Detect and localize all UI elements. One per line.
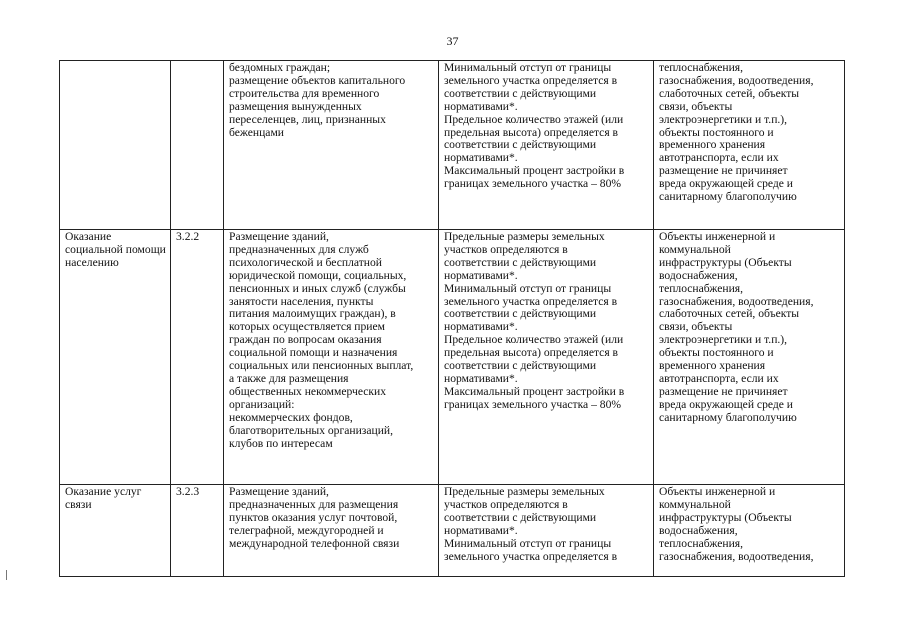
- description-line: международной телефонной связи: [229, 536, 400, 550]
- description-line: строительства для временного: [229, 86, 380, 100]
- description-line: граждан по вопросам оказания: [229, 333, 382, 347]
- auxiliary-line: теплоснабжения,: [659, 536, 744, 550]
- auxiliary-line: размещение не причиняет: [659, 384, 788, 398]
- description-line: которых осуществляется прием: [229, 320, 385, 334]
- parameters-line: Предельное количество этажей (или: [444, 112, 624, 126]
- description-line: некоммерческих фондов,: [229, 410, 353, 424]
- description-cell: [224, 230, 439, 485]
- auxiliary-line: инфраструктуры (Объекты: [659, 255, 792, 269]
- parameters-line: границах земельного участка – 80%: [444, 397, 622, 411]
- parameters-line: Предельное количество этажей (или: [444, 333, 624, 347]
- auxiliary-line: временного хранения: [659, 359, 766, 373]
- description-line: беженцами: [229, 125, 284, 139]
- auxiliary-cell: [654, 61, 845, 230]
- description-line: занятости населения, пункты: [229, 294, 374, 308]
- description-line: Размещение зданий,: [229, 485, 329, 498]
- use-name-cell: [60, 230, 171, 485]
- parameters-line: участков определяются в: [444, 497, 568, 511]
- parameters-line: Предельные размеры земельных: [444, 230, 605, 243]
- description-line: психологической и бесплатной: [229, 255, 382, 269]
- description-line: Размещение зданий,: [229, 230, 329, 243]
- description-cell: [224, 61, 439, 230]
- parameters-cell: [439, 61, 654, 230]
- parameters-cell: [439, 230, 654, 485]
- parameters-line: земельного участка определяется в: [444, 294, 618, 308]
- auxiliary-line: вреда окружающей среде и: [659, 397, 794, 411]
- description-line: благотворительных организаций,: [229, 423, 394, 437]
- use-name-cell: [60, 485, 171, 577]
- parameters-line: Максимальный процент застройки в: [444, 384, 625, 398]
- auxiliary-line: Объекты инженерной и: [659, 485, 776, 498]
- margin-mark: [6, 570, 13, 580]
- auxiliary-line: временного хранения: [659, 138, 766, 152]
- use-code: 3.2.3: [176, 485, 200, 498]
- auxiliary-line: санитарному благополучию: [659, 190, 797, 204]
- parameters-line: предельная высота) определяется в: [444, 346, 619, 360]
- parameters-line: соответствии с действующими: [444, 138, 597, 152]
- parameters-line: земельного участка определяется в: [444, 549, 618, 563]
- use-code-cell: [171, 485, 224, 577]
- description-line: питания малоимущих граждан), в: [229, 307, 396, 321]
- parameters-line: соответствии с действующими: [444, 255, 597, 269]
- auxiliary-line: теплоснабжения,: [659, 61, 744, 74]
- auxiliary-line: объекты постоянного и: [659, 346, 774, 360]
- land-use-table: [59, 60, 845, 577]
- description-line: телеграфной, междугородней и: [229, 523, 384, 537]
- parameters-line: соответствии с действующими: [444, 307, 597, 321]
- auxiliary-line: водоснабжения,: [659, 523, 738, 537]
- auxiliary-line: Объекты инженерной и: [659, 230, 776, 243]
- auxiliary-line: слаботочных сетей, объекты: [659, 307, 800, 321]
- auxiliary-line: газоснабжения, водоотведения,: [659, 73, 814, 87]
- table-row: [60, 230, 845, 485]
- use-code-cell: [171, 61, 224, 230]
- auxiliary-line: теплоснабжения,: [659, 281, 744, 295]
- use-code-cell: [171, 230, 224, 485]
- description-cell: [224, 485, 439, 577]
- description-line: социальной помощи и назначения: [229, 346, 398, 360]
- auxiliary-line: коммунальной: [659, 242, 731, 256]
- page-number: 37: [446, 34, 459, 48]
- parameters-line: соответствии с действующими: [444, 86, 597, 100]
- parameters-line: Минимальный отступ от границы: [444, 61, 612, 74]
- auxiliary-cell: [654, 485, 845, 577]
- parameters-line: нормативами*.: [444, 320, 518, 334]
- description-line: переселенцев, лиц, признанных: [229, 112, 386, 126]
- parameters-line: нормативами*.: [444, 523, 518, 537]
- description-line: а также для размещения: [229, 371, 349, 385]
- auxiliary-line: связи, объекты: [659, 99, 733, 113]
- parameters-line: Предельные размеры земельных: [444, 485, 605, 498]
- description-line: общественных некоммерческих: [229, 384, 387, 398]
- auxiliary-line: газоснабжения, водоотведения,: [659, 294, 814, 308]
- parameters-line: Максимальный процент застройки в: [444, 164, 625, 178]
- auxiliary-line: объекты постоянного и: [659, 125, 774, 139]
- auxiliary-line: связи, объекты: [659, 320, 733, 334]
- auxiliary-line: санитарному благополучию: [659, 410, 797, 424]
- auxiliary-line: электроэнергетики и т.п.),: [659, 333, 788, 347]
- auxiliary-line: размещение не причиняет: [659, 164, 788, 178]
- auxiliary-line: газоснабжения, водоотведения,: [659, 549, 814, 563]
- auxiliary-line: автотранспорта, если их: [659, 371, 779, 385]
- auxiliary-cell: [654, 230, 845, 485]
- parameters-line: соответствии с действующими: [444, 510, 597, 524]
- parameters-line: нормативами*.: [444, 151, 518, 165]
- parameters-line: участков определяются в: [444, 242, 568, 256]
- parameters-line: Минимальный отступ от границы: [444, 281, 612, 295]
- parameters-line: границах земельного участка – 80%: [444, 177, 622, 191]
- table-row: [60, 61, 845, 230]
- description-line: юридической помощи, социальных,: [229, 268, 407, 282]
- description-line: пенсионных и иных служб (службы: [229, 281, 406, 295]
- auxiliary-line: коммунальной: [659, 497, 731, 511]
- auxiliary-line: вреда окружающей среде и: [659, 177, 794, 191]
- table-row: [60, 485, 845, 577]
- parameters-line: соответствии с действующими: [444, 359, 597, 373]
- use-code: 3.2.2: [176, 230, 200, 243]
- auxiliary-line: электроэнергетики и т.п.),: [659, 112, 788, 126]
- description-line: размещение объектов капитального: [229, 73, 406, 87]
- auxiliary-line: слаботочных сетей, объекты: [659, 86, 800, 100]
- description-line: размещения вынужденных: [229, 99, 362, 113]
- description-line: бездомных граждан;: [229, 61, 331, 74]
- description-line: социальных или пенсионных выплат,: [229, 359, 414, 373]
- description-line: клубов по интересам: [229, 436, 333, 450]
- description-line: организаций:: [229, 397, 295, 411]
- parameters-line: нормативами*.: [444, 371, 518, 385]
- parameters-line: нормативами*.: [444, 99, 518, 113]
- parameters-line: Минимальный отступ от границы: [444, 536, 612, 550]
- use-name-cell: [60, 61, 171, 230]
- parameters-line: нормативами*.: [444, 268, 518, 282]
- auxiliary-line: автотранспорта, если их: [659, 151, 779, 165]
- auxiliary-line: инфраструктуры (Объекты: [659, 510, 792, 524]
- parameters-cell: [439, 485, 654, 577]
- auxiliary-line: водоснабжения,: [659, 268, 738, 282]
- description-line: предназначенных для размещения: [229, 497, 399, 511]
- description-line: пунктов оказания услуг почтовой,: [229, 510, 398, 524]
- parameters-line: предельная высота) определяется в: [444, 125, 619, 139]
- parameters-line: земельного участка определяется в: [444, 73, 618, 87]
- use-name: Оказание социальной помощи населению: [65, 230, 166, 269]
- use-name: Оказание услуг связи: [65, 485, 142, 511]
- description-line: предназначенных для служб: [229, 242, 369, 256]
